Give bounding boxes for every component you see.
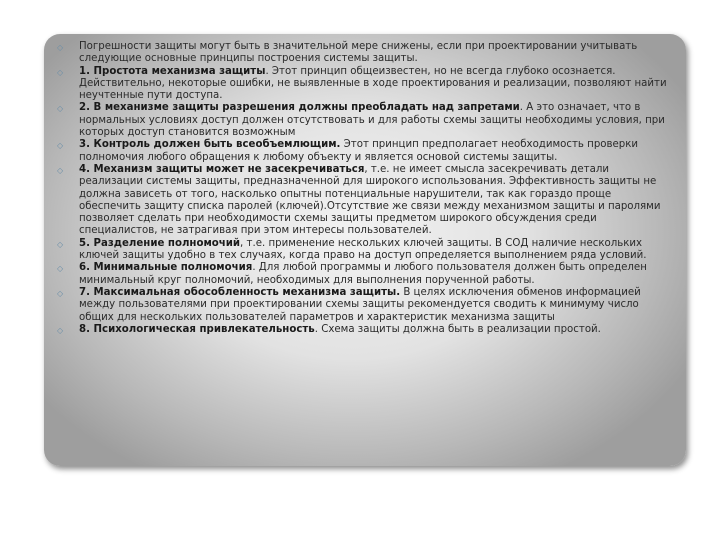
item-body: . А это означает, что в нормальных условиях доступ должен отсутствовать и для работы схемы защиты необходимы условия, при которых доступ становится возможным [79, 102, 665, 139]
bullet-icon: ◇ [57, 104, 64, 114]
bullet-icon: ◇ [57, 325, 64, 335]
item-lead: 8. Психологическая привлекательность [79, 323, 315, 335]
list-item [55, 66, 667, 103]
list-item [55, 102, 667, 139]
item-body: Погрешности защиты могут быть в значительной мере снижены, если при проектировании учитывать следующие основные принципы построения системы защиты. [79, 41, 638, 65]
bullet-list [55, 41, 667, 336]
list-item-text [79, 41, 667, 66]
item-lead: 6. Минимальные полномочия [79, 262, 253, 274]
item-lead: 5. Разделение полномочий [79, 237, 241, 249]
item-lead: 2. В механизме защиты разрешения должны преобладать над запретами [79, 102, 520, 114]
list-item-text [79, 287, 667, 324]
item-lead: 4. Механизм защиты может не засекречиваться [79, 163, 365, 175]
bullet-icon: ◇ [57, 43, 64, 52]
list-item [55, 41, 667, 66]
list-item-text [79, 262, 667, 287]
list-item [55, 262, 667, 287]
list-item-text [79, 66, 667, 103]
bullet-icon: ◇ [57, 239, 64, 249]
item-body: . Для любой программы и любого пользователя должен быть определен минимальный круг полномочий, необходимых для выполнения порученной работы. [79, 262, 647, 286]
item-body: , т.е. применение нескольких ключей защиты. В СОД наличие нескольких ключей защиты удобно в тех случаях, когда право на доступ определяется выполнением ряда условий. [79, 237, 647, 262]
bullet-icon: ◇ [57, 288, 64, 298]
bullet-icon: ◇ [57, 165, 64, 175]
item-body: , т.е. не имеет смысла засекречивать детали реализации системы защиты, предназначенной для широкого использования. Эффективность защиты не должна зависеть от того, насколько опытны потенциальные нарушители, так как гораздо проще обеспечить защиту списка паролей (ключей).Отсутствие же связи между механизмом защиты и паролями позволяет сделать при необходимости схемы защиты предметом широкого обсуждения среди специалистов, не затрагивая при этом интересы пользователей. [79, 163, 661, 237]
list-item [55, 238, 667, 263]
list-item-text [79, 164, 667, 238]
list-item [55, 164, 667, 238]
list-item-text [79, 324, 667, 336]
item-lead: 7. Максимальная обособленность механизма защиты. [79, 286, 401, 298]
list-item-text [79, 102, 667, 139]
list-item [55, 139, 667, 164]
bullet-icon: ◇ [57, 67, 64, 77]
item-body: В целях исключения обменов информацией между пользователями при проектировании схемы защиты рекомендуется сводить к минимуму число общих для нескольких пользователей параметров и характеристик механизма защиты [79, 286, 641, 323]
item-lead: 3. Контроль должен быть всеобъемлющим. [79, 139, 341, 151]
list-item-text [79, 139, 667, 164]
list-item-text [79, 238, 667, 263]
bullet-icon: ◇ [57, 264, 64, 274]
item-body: . Схема защиты должна быть в реализации простой. [314, 323, 601, 335]
item-body: Этот принцип предполагает необходимость проверки полномочия любого обращения к любому объекту и является основой системы защиты. [79, 139, 639, 163]
item-body: . Этот принцип общеизвестен, но не всегда глубоко осознается. Действительно, некоторые ошибки, не выявленные в ходе проектирования и реализации, позволяют найти неучтенные пути доступа. [79, 65, 667, 102]
bullet-icon: ◇ [57, 141, 64, 151]
list-item [55, 324, 667, 336]
item-lead: 1. Простота механизма защиты [79, 65, 266, 77]
list-item [55, 287, 667, 324]
